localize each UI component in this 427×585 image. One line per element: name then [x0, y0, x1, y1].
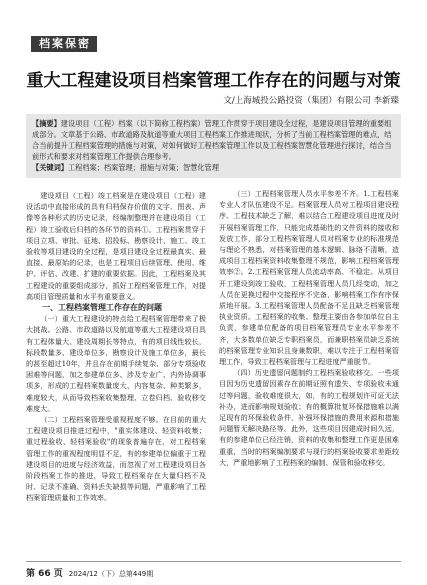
- paragraph-item-2: （二）工程档案管理受重视程度不够。在目前的重大工程建设项目推进过程中，"重实体建设、轻资料收集；重过程验收、轻档案验收"的现象普遍存在，对工程档案管理工作的重视程度明显不足，有的参建单位偏重于工程建设项目的进度与经济效益，而忽视了对工程建设项目各阶段档案工作的推进，导致工程档案存在大量归档不及时、记录不准确、资料丢失缺损等问题，严重影响了工程档案管理质量和工作效率。: [26, 415, 206, 503]
- paragraph-item-3: （三）工程档案管理人员水平参差不齐。1.工程档案专业人才队伍建设不足。档案管理人员对工程项目建设程序、工程技术缺乏了解，难以结合工程建设项目进度及时开展档案管理工作，只能完成基础性的文件资料的接收和发放工作，部分工程档案管理人员对档案专业的标准规范与理论不熟悉，对档案管理的基本逻辑、脉络不清晰，造成项目工程档案资料收集整理不规范，影响工程档案管理效率②。2.工程档案管理人员流动率高、不稳定。从项目开工建设到竣工验收，工程档案管理人员几经变动，加之人员在更换过程中交接程序不完备，影响档案工作有序保质地开展。3.工程档案管理人员配备不足且缺乏档案管理执业资质。工程档案的收集、整理主要由各参加单位自主负责，参建单位配备的项目档案管理员专业水平参差不齐，大多数单位缺乏专职档案员，而兼职档案员缺乏系统的档案管理专业知识且身兼数职，难以专注于工程档案管理工作，导致工程档案管理与工程进度严重脱节。: [219, 189, 399, 367]
- paragraph-item-1: （一）重大工程建设的特点给工程档案管理带来了极大挑战。公路、市政道路以及航道等重大工程建设项目具有工程体量大、建设周期长等特点，有的项目线性较长，标段数量多、建设单位多，勘察设计及施工单位多，最长的甚至超过10年，并且存在前期手续复杂、部分专项验收困难等问题，加之参建单位多、涉及专业广、内外协调事项多，形成的工程档案数量庞大、内容复杂、种类繁多，难度较大，从而导致档案收集整理、立卷归档、验收移交难度大。: [26, 314, 206, 413]
- page-number: 第 66 页: [26, 569, 63, 579]
- footer-divider: [26, 561, 401, 562]
- section-tag: 档案保密: [31, 36, 97, 52]
- article-author: 文/上海城投公路投资（集团）有限公司 李新臻: [223, 96, 399, 106]
- paragraph-item-4: （四）历史遗留问题制约工程档案验收移交。一些项目因为历史遗留因素存在前期证照有遗失、专项验收未通过等问题，验收难度很大，如，有的工程规划许可证无法补办，进而影响规划验收；有的概算批复环保措施难以满足现有的环保验收条件，补强环保措施的费用来源和措施问题暂无解决路径等。此外，这些项目因建成时间久远，有的参建单位已经注销，资料的收集和整理工作更是困难重重，当时的档案编制要求与现行的档案验收要求差距较大，严重地影响了工程档案的编制、保管和验收移交。: [219, 368, 399, 467]
- abstract: [32, 118, 395, 162]
- article-title: 重大工程建设项目档案管理工作存在的问题与对策: [26, 71, 401, 91]
- right-column: [219, 188, 399, 468]
- intro-paragraph: 建设项目（工程）竣工档案是在建设项目（工程）建设活动中直接形成的具有归档保存价值的文字、图表、声像等各种形式的历史记录，经编制整理并在建设项目（工程）竣工验收后归档的各环节的资料①。工程档案贯穿于项目立项、审批、征地、招投标、勘察设计、施工、竣工验收等项目建设的全过程，是项目建设全过程最真实、最直接、最原始的记录，也是工程项目后续管理、使用、维护、评估、改建、扩建的重要依据。因此，工程档案及其工程建设的重要组成部分，抓好工程档案管理工作，对提高项目管理质量和水平有重要意义。: [26, 191, 206, 301]
- keywords-text: 工程档案；档案管理；措施与对策；智慧化管理: [67, 163, 219, 172]
- abstract-label: 【摘要】: [32, 119, 61, 128]
- abstract-box: [26, 114, 401, 178]
- keywords-label: 【关键词】: [32, 163, 68, 172]
- keywords: [32, 162, 395, 173]
- abstract-text: 建设项目（工程）档案（以下简称工程档案）管理工作贯穿于项目建设全过程，是建设项目管理的重要组成部分。文章基于公路、市政道路及航道等重大项目工程档案工作推进现状，分析了当前工程档案管理的难点，结合当前提升工程档案管理的措施与对策，对如何做好工程档案管理工作以及工程档案智慧化管理进行探讨，结合当前形式和要求对档案管理工作提供合理参考。: [32, 119, 392, 161]
- left-column: [26, 190, 206, 504]
- issue-info: 2024/12（下）总第449期: [68, 570, 154, 578]
- section-heading: 一、工程档案管理工作存在的问题: [42, 303, 162, 313]
- page-footer: [26, 566, 153, 579]
